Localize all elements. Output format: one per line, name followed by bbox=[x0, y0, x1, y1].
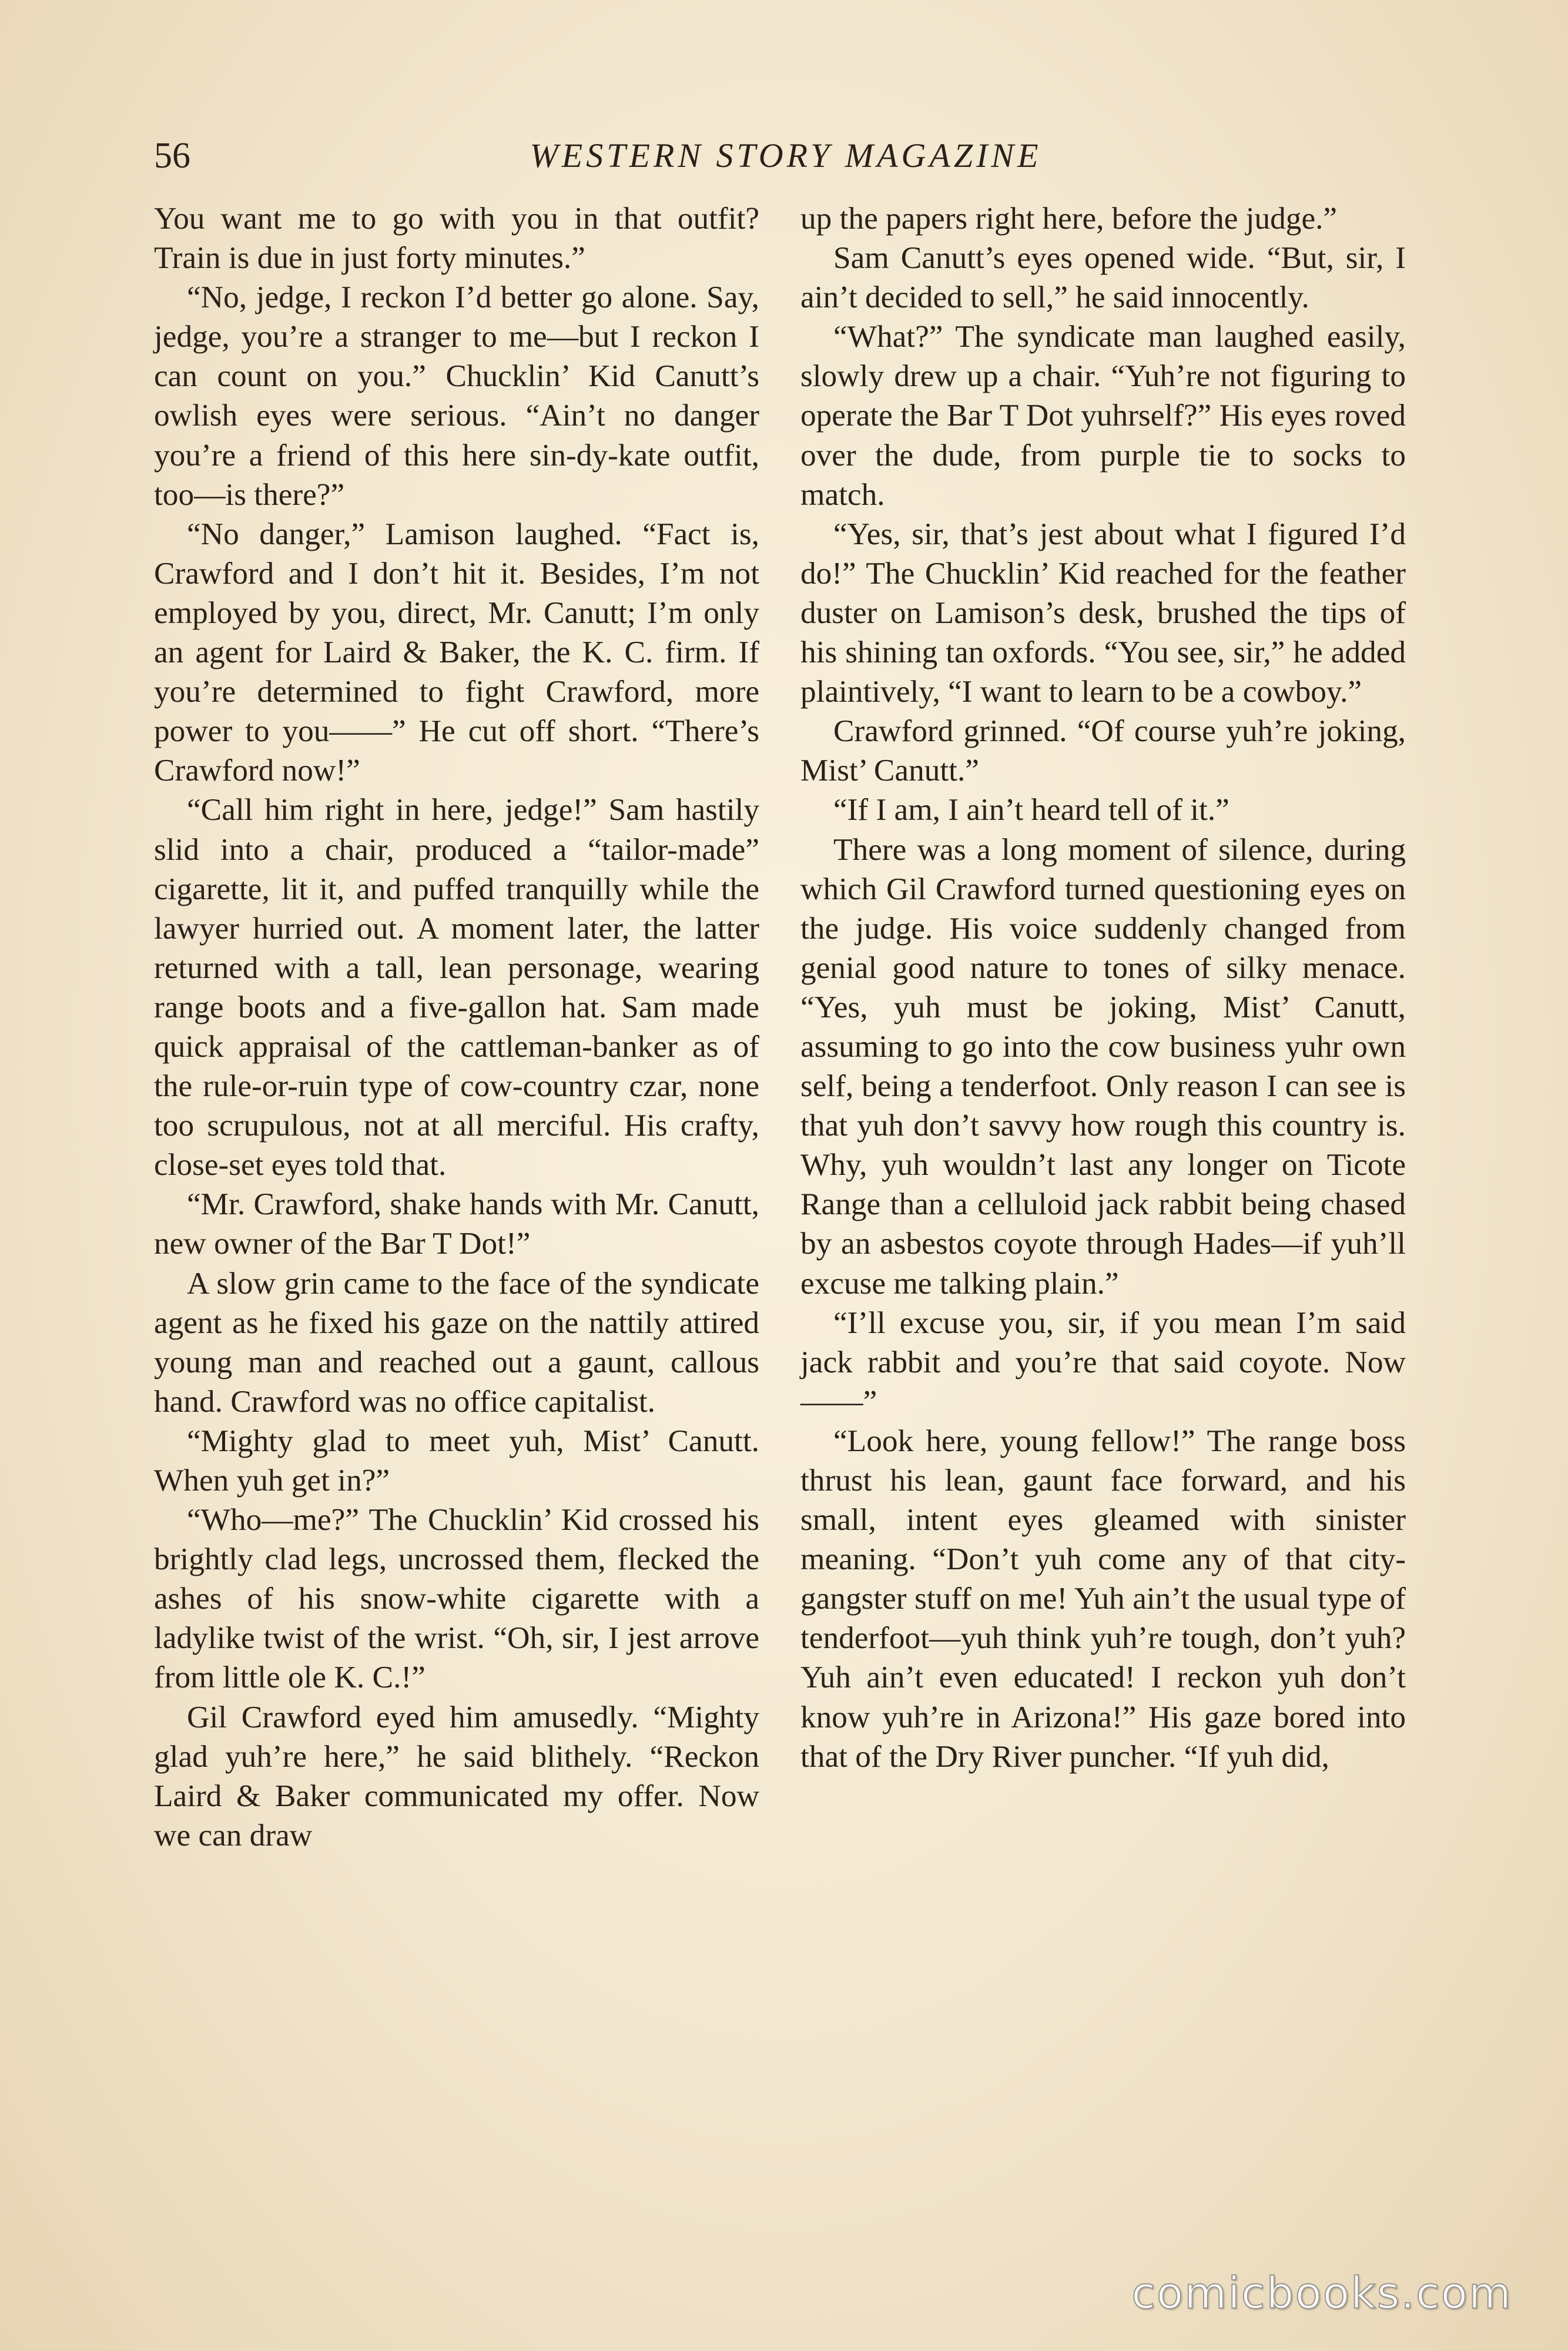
paragraph: “Who—me?” The Chucklin’ Kid crossed his brightly clad legs, uncrossed them, flecked the ashes of his snow-white cigarette with a ladylike twist of the wrist. “Oh, sir, I jest arrove from little ole K. C.!” bbox=[154, 1502, 759, 1695]
paragraph: “What?” The syndicate man laughed easily, slowly drew up a chair. “Yuh’re not figuring to operate the Bar T Dot yuhrself?” His eyes roved over the dude, from purple tie to socks to match. bbox=[800, 319, 1406, 512]
paragraph: up the papers right here, before the judge.” bbox=[800, 201, 1338, 236]
paragraph: “Look here, young fellow!” The range boss thrust his lean, gaunt face forward, and his small, intent eyes gleamed with sinister meaning. “Don’t yuh come any of that city-gangster stuff on me! Yuh ain’t the usual type of tenderfoot—yuh think yuh’re tough, don’t yuh? Yuh ain’t even educated! I reckon yuh don’t know yuh’re in Arizona!” His gaze bored into that of the Dry River puncher. “If yuh did, bbox=[800, 1423, 1406, 1774]
paragraph: Gil Crawford eyed him amusedly. “Mighty glad yuh’re here,” he said blithely. “Reckon Laird & Baker communicated my offer. Now we can draw bbox=[154, 1699, 759, 1853]
left-column bbox=[154, 199, 759, 1855]
paragraph: A slow grin came to the face of the syndicate agent as he fixed his gaze on the nattily attired young man and reached out a gaunt, callous hand. Crawford was no office capitalist. bbox=[154, 1265, 759, 1419]
paragraph: Sam Canutt’s eyes opened wide. “But, sir, I ain’t decided to sell,” he said innocently. bbox=[800, 240, 1406, 315]
page-header bbox=[154, 129, 1418, 182]
paragraph: There was a long moment of silence, during which Gil Crawford turned questioning eyes on the judge. His voice suddenly changed from genial good nature to tones of silky menace. “Yes, yuh must be joking, Mist’ Canutt, assuming to go into the cow business yuhr own self, being a tenderfoot. Only reason I can see is that yuh don’t savvy how rough this country is. Why, yuh wouldn’t last any longer on Ticote Range than a celluloid jack rabbit being chased by an asbestos coyote through Hades—if yuh’ll excuse me talking plain.” bbox=[800, 832, 1406, 1301]
page-number: 56 bbox=[154, 136, 190, 176]
paragraph: “No danger,” Lamison laughed. “Fact is, Crawford and I don’t hit it. Besides, I’m not employed by you, direct, Mr. Canutt; I’m only an agent for Laird & Baker, the K. C. firm. If you’re determined to fight Crawford, more power to you——” He cut off short. “There’s Crawford now!” bbox=[154, 516, 759, 788]
paragraph: “Mighty glad to meet yuh, Mist’ Canutt. When yuh get in?” bbox=[154, 1423, 759, 1498]
paragraph: You want me to go with you in that outfit? Train is due in just forty minutes.” bbox=[154, 201, 759, 276]
running-title: WESTERN STORY MAGAZINE bbox=[530, 136, 1042, 175]
paragraph: Crawford grinned. “Of course yuh’re joking, Mist’ Canutt.” bbox=[800, 714, 1406, 788]
paragraph: “No, jedge, I reckon I’d better go alone. Say, jedge, you’re a stranger to me—but I reckon I can count on you.” Chucklin’ Kid Canutt’s owlish eyes were serious. “Ain’t no danger you’re a friend of this here sin-dy-kate outfit, too—is there?” bbox=[154, 280, 759, 512]
paragraph: “Yes, sir, that’s jest about what I figured I’d do!” The Chucklin’ Kid reached for the feather duster on Lamison’s desk, brushed the tips of his shining tan oxfords. “You see, sir,” he added plaintively, “I want to learn to be a cowboy.” bbox=[800, 516, 1406, 709]
right-column bbox=[800, 199, 1406, 1776]
paragraph: “Mr. Crawford, shake hands with Mr. Canutt, new owner of the Bar T Dot!” bbox=[154, 1187, 759, 1261]
paragraph: “Call him right in here, jedge!” Sam hastily slid into a chair, produced a “tailor-made” cigarette, lit it, and puffed tranquilly while the lawyer hurried out. A moment later, the latter returned with a tall, lean personage, wearing range boots and a five-gallon hat. Sam made quick appraisal of the cattleman-banker as of the rule-or-ruin type of cow-country czar, none too scrupulous, not at all merciful. His crafty, close-set eyes told that. bbox=[154, 792, 759, 1183]
paragraph: “If I am, I ain’t heard tell of it.” bbox=[833, 792, 1229, 828]
paragraph: “I’ll excuse you, sir, if you mean I’m said jack rabbit and you’re that said coyote. Now——” bbox=[800, 1305, 1406, 1419]
watermark-logo: comicbooks.com bbox=[1131, 2268, 1512, 2319]
